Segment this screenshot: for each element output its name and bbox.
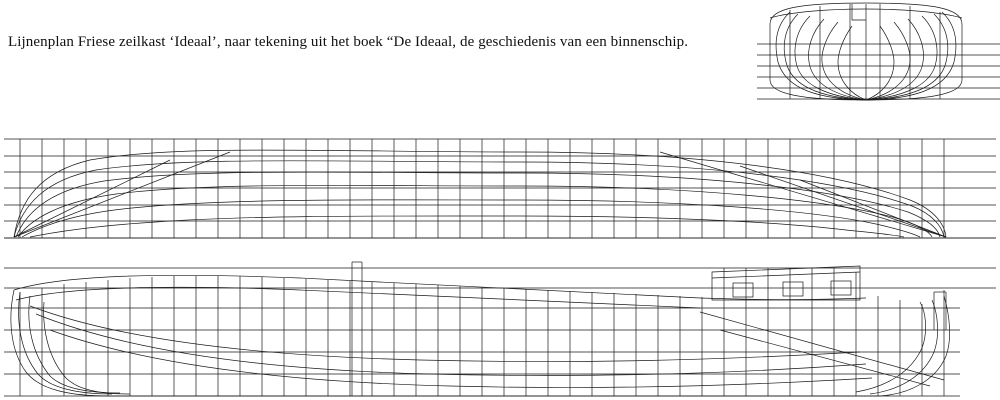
deckhouse-roof-line — [712, 272, 860, 278]
half-breadth-plan-view — [4, 139, 996, 238]
deck-edge-curve — [14, 150, 946, 237]
body-plan-view — [757, 3, 1000, 100]
waterline-curve-3 — [18, 185, 932, 237]
deckhouse — [712, 266, 860, 300]
body-plan-sections-starboard — [866, 12, 956, 100]
bow-inner-curve-3 — [44, 302, 130, 394]
bow-stem — [11, 290, 110, 396]
half-breadth-diagonals — [14, 152, 946, 237]
waterline-curve-5 — [30, 216, 904, 237]
deckhouse-window — [783, 282, 803, 296]
body-plan-waterlines — [757, 44, 1000, 99]
buttock-curve-3 — [50, 330, 872, 388]
body-plan-deck-notch — [852, 4, 866, 20]
waterline-curve-4 — [22, 200, 920, 237]
deckhouse-window — [733, 283, 753, 297]
body-plan-sections-port — [776, 12, 866, 100]
sheer-plan-view — [4, 262, 996, 396]
mast — [352, 262, 362, 396]
body-plan-buttocks — [790, 4, 940, 99]
figure-caption: Lijnenplan Friese zeilkast ‘Ideaal’, naar tekening uit het boek “De Ideaal, de geschiedenis van een binnenschip. — [8, 34, 689, 50]
rail-line — [16, 287, 700, 308]
